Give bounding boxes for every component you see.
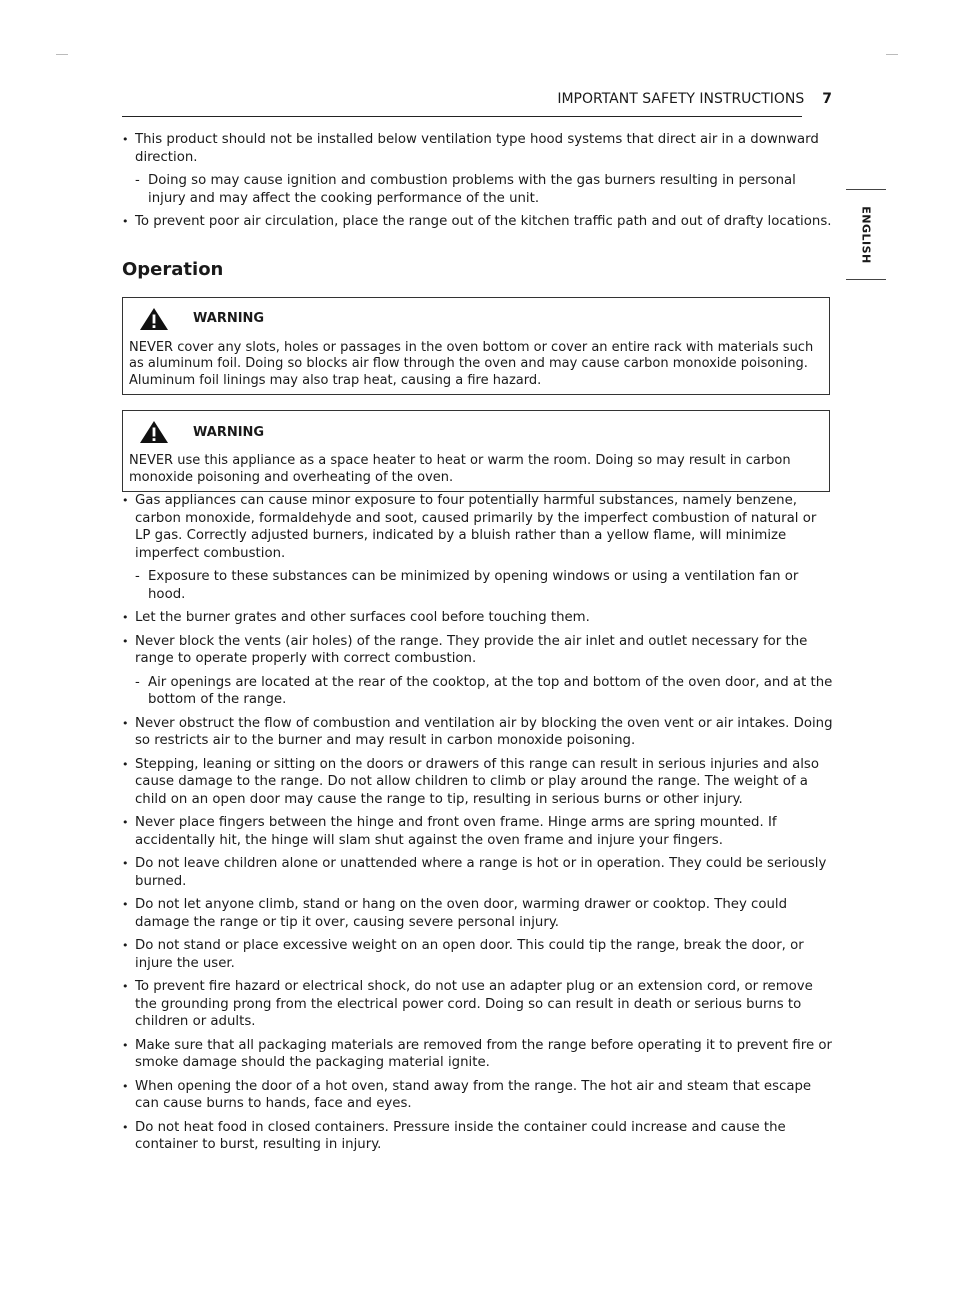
sub-list	[135, 674, 834, 709]
warning-triangle-icon	[139, 307, 169, 331]
list-item-text: Never block the vents (air holes) of the range. They provide the air inlet and outlet necessary for the range to operate properly with correct combustion.	[135, 633, 808, 666]
list-item	[122, 492, 834, 603]
warning-header	[129, 419, 823, 445]
warning-title: WARNING	[193, 424, 265, 440]
section-title: Operation	[122, 258, 224, 280]
list-item	[122, 633, 834, 709]
warning-triangle-icon	[139, 420, 169, 444]
sub-list	[135, 172, 834, 207]
list-item: • Make sure that all packaging materials are removed from the range before operating it to prevent fire or smoke damage should the packaging material ignite.	[122, 1037, 834, 1072]
page-number: 7	[822, 91, 832, 107]
list-item: • To prevent fire hazard or electrical shock, do not use an adapter plug or an extension cord, or remove the grounding prong from the electrical power cord. Doing so can result in death or serious burns to children or adults.	[122, 978, 834, 1031]
page-content	[122, 131, 834, 1160]
list-item-text: To prevent poor air circulation, place the range out of the kitchen traffic path and out of drafty locations.	[135, 214, 832, 229]
warning-text: NEVER cover any slots, holes or passages in the oven bottom or cover an entire rack with materials such as aluminum foil. Doing so blocks air flow through the oven and may cause carbon monoxide poisoning. Aluminum foil linings may also trap heat, causing a fire hazard.	[129, 339, 814, 388]
header-title: IMPORTANT SAFETY INSTRUCTIONS	[557, 91, 805, 107]
page-header	[122, 89, 832, 115]
header-rule	[122, 116, 802, 117]
warning-title: WARNING	[193, 311, 265, 326]
crop-mark-right	[886, 54, 898, 55]
warning-header	[129, 306, 823, 332]
sub-list	[135, 568, 834, 603]
list-item: • Stepping, leaning or sitting on the doors or drawers of this range can result in serious injuries and also cause damage to the range. Do not allow children to climb or play around the range. The weight of a child on an open door may cause the range to tip, resulting in serious burns or other injury.	[122, 756, 834, 809]
sub-list-item: - Doing so may cause ignition and combustion problems with the gas burners resulting in personal injury and may affect the cooking performance of the unit.	[135, 172, 834, 207]
list-item: • Never obstruct the flow of combustion and ventilation air by blocking the oven vent or air intakes. Doing so restricts air to the burner and may result in carbon monoxide poisoning.	[122, 715, 834, 750]
list-item: • When opening the door of a hot oven, stand away from the range. The hot air and steam that escape can cause burns to hands, face and eyes.	[122, 1078, 834, 1113]
list-item: • Let the burner grates and other surfaces cool before touching them.	[122, 609, 834, 627]
warning-text: NEVER use this appliance as a space heater to heat or warm the room. Doing so may result in carbon monoxide poisoning and overheating of the oven.	[129, 453, 791, 485]
operation-list	[122, 492, 834, 1154]
list-item: • Do not heat food in closed containers. Pressure inside the container could increase and cause the container to burst, resulting in injury.	[122, 1119, 834, 1154]
list-item	[122, 131, 834, 207]
list-item	[122, 213, 834, 231]
list-item-text: This product should not be installed below ventilation type hood systems that direct air in a downward direction.	[135, 132, 819, 165]
list-item: • Do not let anyone climb, stand or hang on the oven door, warming drawer or cooktop. They could damage the range or tip it over, causing severe personal injury.	[122, 896, 834, 931]
warning-box	[122, 410, 830, 492]
crop-mark-left	[56, 54, 68, 55]
sub-list-item: - Air openings are located at the rear of the cooktop, at the top and bottom of the oven door, and at the bottom of the range.	[135, 674, 834, 709]
language-tab	[846, 189, 886, 280]
sub-list-item: - Exposure to these substances can be minimized by opening windows or using a ventilation fan or hood.	[135, 568, 834, 603]
list-item: • Do not stand or place excessive weight on an open door. This could tip the range, break the door, or injure the user.	[122, 937, 834, 972]
intro-list	[122, 131, 834, 231]
warning-box	[122, 297, 830, 396]
list-item-text: Gas appliances can cause minor exposure to four potentially harmful substances, namely benzene, carbon monoxide, formaldehyde and soot, caused primarily by the imperfect combustion of natural or LP gas. Correctly adjusted burners, indicated by a bluish rather than a yellow flame, will minimize imperfect combustion.	[135, 493, 817, 561]
list-item: • Do not leave children alone or unattended where a range is hot or in operation. They could be seriously burned.	[122, 855, 834, 890]
language-tab-label: ENGLISH	[859, 205, 873, 264]
list-item: • Never place fingers between the hinge and front oven frame. Hinge arms are spring mounted. If accidentally hit, the hinge will slam shut against the oven frame and injure your fingers.	[122, 814, 834, 849]
